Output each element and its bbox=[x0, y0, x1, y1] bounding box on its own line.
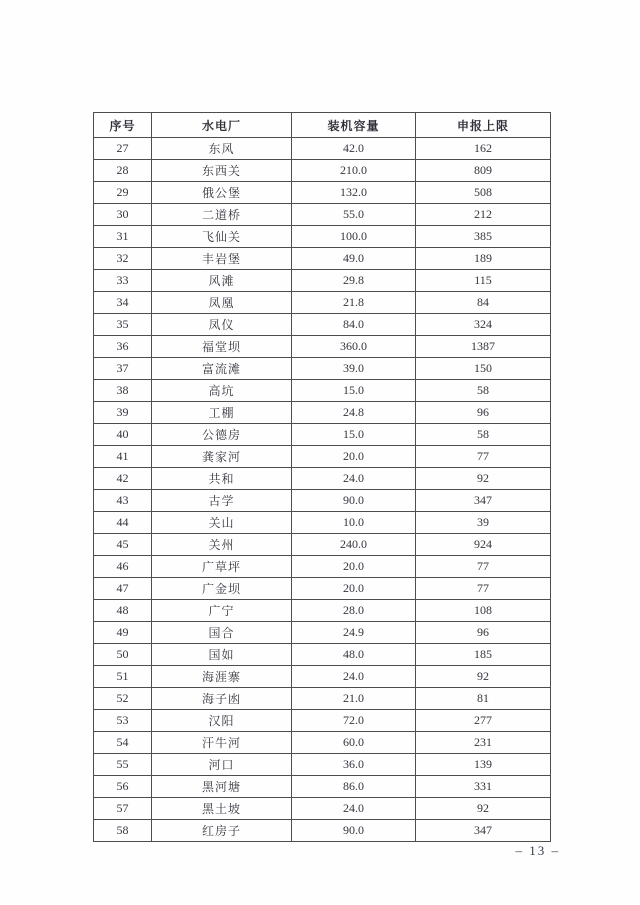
cell-index: 41 bbox=[94, 446, 152, 468]
cell-index: 56 bbox=[94, 776, 152, 798]
cell-plant-name: 公德房 bbox=[152, 424, 292, 446]
table-row bbox=[94, 446, 551, 468]
table-row bbox=[94, 226, 551, 248]
cell-index: 35 bbox=[94, 314, 152, 336]
cell-limit: 1387 bbox=[416, 336, 551, 358]
cell-limit: 347 bbox=[416, 490, 551, 512]
cell-index: 40 bbox=[94, 424, 152, 446]
cell-capacity: 24.9 bbox=[292, 622, 416, 644]
cell-index: 58 bbox=[94, 820, 152, 842]
cell-plant-name: 共和 bbox=[152, 468, 292, 490]
cell-limit: 347 bbox=[416, 820, 551, 842]
column-header-plant: 水电厂 bbox=[152, 113, 292, 138]
column-header-index: 序号 bbox=[94, 113, 152, 138]
cell-capacity: 90.0 bbox=[292, 490, 416, 512]
cell-index: 46 bbox=[94, 556, 152, 578]
table-row bbox=[94, 600, 551, 622]
cell-limit: 508 bbox=[416, 182, 551, 204]
cell-index: 51 bbox=[94, 666, 152, 688]
table-row bbox=[94, 688, 551, 710]
cell-index: 45 bbox=[94, 534, 152, 556]
cell-capacity: 42.0 bbox=[292, 138, 416, 160]
cell-limit: 58 bbox=[416, 424, 551, 446]
cell-plant-name: 汉阳 bbox=[152, 710, 292, 732]
cell-index: 52 bbox=[94, 688, 152, 710]
table-row bbox=[94, 556, 551, 578]
table-row bbox=[94, 182, 551, 204]
table-row bbox=[94, 402, 551, 424]
cell-capacity: 21.8 bbox=[292, 292, 416, 314]
cell-limit: 92 bbox=[416, 798, 551, 820]
cell-limit: 96 bbox=[416, 622, 551, 644]
cell-index: 49 bbox=[94, 622, 152, 644]
cell-index: 33 bbox=[94, 270, 152, 292]
cell-plant-name: 关州 bbox=[152, 534, 292, 556]
cell-plant-name: 龚家河 bbox=[152, 446, 292, 468]
cell-limit: 277 bbox=[416, 710, 551, 732]
table-row bbox=[94, 160, 551, 182]
cell-limit: 385 bbox=[416, 226, 551, 248]
cell-capacity: 55.0 bbox=[292, 204, 416, 226]
cell-limit: 92 bbox=[416, 666, 551, 688]
cell-limit: 77 bbox=[416, 446, 551, 468]
cell-capacity: 28.0 bbox=[292, 600, 416, 622]
cell-capacity: 24.0 bbox=[292, 468, 416, 490]
cell-limit: 924 bbox=[416, 534, 551, 556]
cell-capacity: 20.0 bbox=[292, 556, 416, 578]
table-row bbox=[94, 380, 551, 402]
table-row bbox=[94, 776, 551, 798]
cell-capacity: 49.0 bbox=[292, 248, 416, 270]
cell-capacity: 90.0 bbox=[292, 820, 416, 842]
cell-limit: 150 bbox=[416, 358, 551, 380]
cell-plant-name: 广金坝 bbox=[152, 578, 292, 600]
cell-capacity: 84.0 bbox=[292, 314, 416, 336]
cell-plant-name: 二道桥 bbox=[152, 204, 292, 226]
cell-limit: 331 bbox=[416, 776, 551, 798]
table-row bbox=[94, 270, 551, 292]
table-row bbox=[94, 666, 551, 688]
cell-capacity: 36.0 bbox=[292, 754, 416, 776]
cell-plant-name: 广草坪 bbox=[152, 556, 292, 578]
cell-index: 38 bbox=[94, 380, 152, 402]
table-row bbox=[94, 534, 551, 556]
cell-capacity: 240.0 bbox=[292, 534, 416, 556]
cell-plant-name: 丰岩堡 bbox=[152, 248, 292, 270]
cell-limit: 185 bbox=[416, 644, 551, 666]
hydropower-plant-table bbox=[93, 112, 551, 842]
cell-index: 32 bbox=[94, 248, 152, 270]
cell-index: 54 bbox=[94, 732, 152, 754]
cell-index: 39 bbox=[94, 402, 152, 424]
cell-plant-name: 东风 bbox=[152, 138, 292, 160]
cell-plant-name: 古学 bbox=[152, 490, 292, 512]
cell-plant-name: 海涯寨 bbox=[152, 666, 292, 688]
cell-capacity: 20.0 bbox=[292, 578, 416, 600]
cell-plant-name: 关山 bbox=[152, 512, 292, 534]
cell-index: 34 bbox=[94, 292, 152, 314]
cell-capacity: 24.0 bbox=[292, 798, 416, 820]
cell-capacity: 21.0 bbox=[292, 688, 416, 710]
table-row bbox=[94, 644, 551, 666]
table-row bbox=[94, 578, 551, 600]
cell-limit: 162 bbox=[416, 138, 551, 160]
cell-index: 44 bbox=[94, 512, 152, 534]
cell-plant-name: 汗牛河 bbox=[152, 732, 292, 754]
cell-index: 42 bbox=[94, 468, 152, 490]
cell-limit: 115 bbox=[416, 270, 551, 292]
cell-limit: 77 bbox=[416, 578, 551, 600]
table-row bbox=[94, 336, 551, 358]
table-row bbox=[94, 358, 551, 380]
cell-plant-name: 黑土坡 bbox=[152, 798, 292, 820]
cell-capacity: 29.8 bbox=[292, 270, 416, 292]
cell-index: 29 bbox=[94, 182, 152, 204]
cell-limit: 58 bbox=[416, 380, 551, 402]
cell-capacity: 15.0 bbox=[292, 380, 416, 402]
cell-plant-name: 东西关 bbox=[152, 160, 292, 182]
cell-capacity: 20.0 bbox=[292, 446, 416, 468]
cell-limit: 231 bbox=[416, 732, 551, 754]
cell-limit: 81 bbox=[416, 688, 551, 710]
table-row bbox=[94, 424, 551, 446]
cell-index: 36 bbox=[94, 336, 152, 358]
cell-capacity: 48.0 bbox=[292, 644, 416, 666]
page-number: – 13 – bbox=[515, 843, 560, 858]
cell-capacity: 360.0 bbox=[292, 336, 416, 358]
cell-limit: 84 bbox=[416, 292, 551, 314]
table-row bbox=[94, 798, 551, 820]
table-row bbox=[94, 468, 551, 490]
table-header-row bbox=[94, 113, 551, 138]
cell-limit: 324 bbox=[416, 314, 551, 336]
column-header-capacity: 装机容量 bbox=[292, 113, 416, 138]
table-body bbox=[94, 138, 551, 842]
cell-limit: 108 bbox=[416, 600, 551, 622]
cell-capacity: 15.0 bbox=[292, 424, 416, 446]
cell-index: 53 bbox=[94, 710, 152, 732]
cell-limit: 96 bbox=[416, 402, 551, 424]
cell-capacity: 132.0 bbox=[292, 182, 416, 204]
cell-plant-name: 凤凰 bbox=[152, 292, 292, 314]
cell-index: 55 bbox=[94, 754, 152, 776]
table-row bbox=[94, 292, 551, 314]
table-row bbox=[94, 732, 551, 754]
cell-capacity: 24.0 bbox=[292, 666, 416, 688]
cell-plant-name: 河口 bbox=[152, 754, 292, 776]
cell-plant-name: 高坑 bbox=[152, 380, 292, 402]
cell-plant-name: 国合 bbox=[152, 622, 292, 644]
cell-plant-name: 风滩 bbox=[152, 270, 292, 292]
cell-capacity: 60.0 bbox=[292, 732, 416, 754]
cell-index: 48 bbox=[94, 600, 152, 622]
cell-plant-name: 飞仙关 bbox=[152, 226, 292, 248]
table-row bbox=[94, 204, 551, 226]
table-row bbox=[94, 138, 551, 160]
cell-index: 30 bbox=[94, 204, 152, 226]
column-header-limit: 申报上限 bbox=[416, 113, 551, 138]
table-row bbox=[94, 248, 551, 270]
cell-plant-name: 红房子 bbox=[152, 820, 292, 842]
table-row bbox=[94, 622, 551, 644]
cell-capacity: 72.0 bbox=[292, 710, 416, 732]
cell-plant-name: 黑河塘 bbox=[152, 776, 292, 798]
cell-limit: 189 bbox=[416, 248, 551, 270]
cell-plant-name: 国如 bbox=[152, 644, 292, 666]
table-row bbox=[94, 754, 551, 776]
cell-capacity: 39.0 bbox=[292, 358, 416, 380]
cell-plant-name: 广宁 bbox=[152, 600, 292, 622]
cell-capacity: 10.0 bbox=[292, 512, 416, 534]
cell-index: 43 bbox=[94, 490, 152, 512]
cell-plant-name: 凤仪 bbox=[152, 314, 292, 336]
cell-limit: 809 bbox=[416, 160, 551, 182]
cell-plant-name: 俄公堡 bbox=[152, 182, 292, 204]
cell-plant-name: 福堂坝 bbox=[152, 336, 292, 358]
cell-capacity: 100.0 bbox=[292, 226, 416, 248]
cell-index: 57 bbox=[94, 798, 152, 820]
cell-plant-name: 海子凼 bbox=[152, 688, 292, 710]
table-row bbox=[94, 820, 551, 842]
cell-capacity: 24.8 bbox=[292, 402, 416, 424]
cell-plant-name: 工棚 bbox=[152, 402, 292, 424]
cell-limit: 212 bbox=[416, 204, 551, 226]
cell-limit: 39 bbox=[416, 512, 551, 534]
cell-index: 31 bbox=[94, 226, 152, 248]
cell-index: 50 bbox=[94, 644, 152, 666]
cell-index: 28 bbox=[94, 160, 152, 182]
table-row bbox=[94, 512, 551, 534]
cell-limit: 92 bbox=[416, 468, 551, 490]
cell-capacity: 210.0 bbox=[292, 160, 416, 182]
cell-limit: 139 bbox=[416, 754, 551, 776]
table-row bbox=[94, 314, 551, 336]
cell-capacity: 86.0 bbox=[292, 776, 416, 798]
table-row bbox=[94, 490, 551, 512]
cell-limit: 77 bbox=[416, 556, 551, 578]
cell-index: 27 bbox=[94, 138, 152, 160]
cell-plant-name: 富流滩 bbox=[152, 358, 292, 380]
cell-index: 37 bbox=[94, 358, 152, 380]
cell-index: 47 bbox=[94, 578, 152, 600]
table-row bbox=[94, 710, 551, 732]
